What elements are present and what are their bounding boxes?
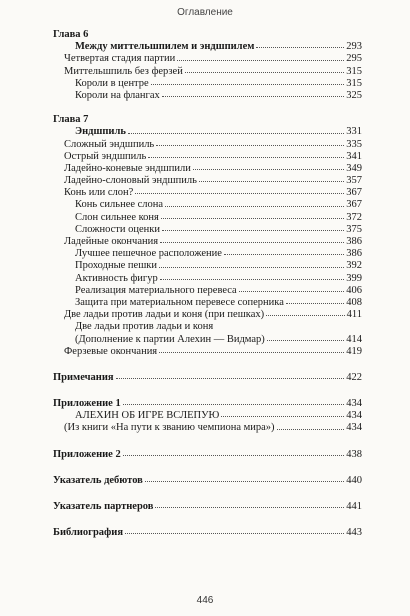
dot-leader [162,230,344,231]
dot-leader [123,455,345,456]
toc-entry-text: Активность фигур [75,272,158,284]
toc-entry[interactable] [53,126,362,138]
dot-leader [160,279,345,280]
dot-leader [148,157,344,158]
dot-leader [151,84,345,85]
table-of-contents [53,29,362,539]
toc-entry[interactable] [53,151,362,163]
dot-leader [199,181,344,182]
toc-entry-text: Проходные пешки [75,260,158,272]
toc-entry-text: Библиография [53,527,124,539]
toc-entry-text: Указатель дебютов [53,474,143,486]
toc-entry-page: 372 [346,211,362,223]
dot-leader [159,267,344,268]
toc-entry-page: 440 [346,474,362,486]
toc-entry-text: Эндшпиль [75,126,126,138]
dot-leader [256,47,344,48]
toc-entry-text: Две ладьи против ладьи и коня (при пешках) [64,309,265,321]
toc-entry-page: 325 [346,89,362,101]
toc-entry-text: Конь сильнее слона [75,199,164,211]
toc-entry[interactable] [53,297,362,309]
toc-entry-text-line2: (Дополнение к партии Алехин — Видмар) [75,333,265,345]
dot-leader [161,218,344,219]
toc-entry[interactable] [53,78,362,90]
toc-entry[interactable] [53,248,362,260]
toc-entry-page: 392 [346,260,362,272]
toc-entry-page: 367 [346,199,362,211]
toc-entry-page: 375 [346,223,362,235]
toc-entry[interactable] [53,175,362,187]
toc-entry-page: 386 [346,248,362,260]
dot-leader [123,404,345,405]
toc-entry-page: 414 [346,333,362,345]
toc-entry-text: АЛЕХИН ОБ ИГРЕ ВСЛЕПУЮ [75,410,220,422]
toc-entry-text: Ладейно-слоновый эндшпиль [64,175,197,187]
toc-entry-page: 434 [346,398,362,410]
toc-entry[interactable] [53,199,362,211]
toc-entry-page: 357 [346,175,362,187]
toc-entry-text: Примечания [53,371,114,383]
toc-entry-text: Слон сильнее коня [75,211,159,223]
toc-entry-page: 331 [346,126,362,138]
toc-entry-page: 341 [346,150,362,162]
running-header: Оглавление [177,7,233,18]
toc-entry-text: Ферзевые окончания [64,345,158,357]
chapter-6-title: Глава 6 [53,29,89,40]
toc-entry[interactable] [53,90,362,102]
toc-entry-text: Сложный эндшпиль [64,138,155,150]
toc-entry-partners-index[interactable] [53,501,362,513]
dot-leader [286,303,344,304]
dot-leader [266,315,344,316]
toc-entry[interactable] [53,53,362,65]
toc-entry-page: 335 [346,138,362,150]
toc-entry-text: Острый эндшпиль [64,150,147,162]
toc-entry-page: 315 [346,65,362,77]
toc-entry[interactable] [53,41,362,53]
toc-entry[interactable] [53,285,362,297]
toc-entry-page: 399 [346,272,362,284]
toc-entry[interactable] [53,273,362,285]
toc-entry-bibliography[interactable] [53,527,362,539]
dot-leader [277,429,345,430]
toc-entry-text: Между миттельшпилем и эндшпилем [75,41,255,53]
toc-entry[interactable] [53,260,362,272]
page-number: 446 [196,595,214,606]
dot-leader [162,96,344,97]
dot-leader [185,72,344,73]
toc-entry-appendix-2[interactable] [53,449,362,461]
dot-leader [224,254,344,255]
toc-entry-page: 406 [346,284,362,296]
dot-leader [128,133,344,134]
chapter-7-entries [53,126,362,321]
dot-leader [155,507,344,508]
toc-entry[interactable] [53,212,362,224]
toc-entry-page: 441 [346,501,362,512]
toc-entry-page: 419 [346,345,362,357]
toc-entry-text: Приложение 1 [53,398,121,410]
toc-entry-text: Миттельшпиль без ферзей [64,65,183,77]
toc-entry-page: 349 [346,162,362,174]
toc-entry-text: Ладейные окончания [64,236,159,247]
dot-leader [145,481,344,482]
toc-entry-two-line[interactable] [53,321,362,345]
toc-entry-text: Ладейно-коневые эндшпили [64,162,191,174]
toc-entry[interactable] [53,163,362,175]
dot-leader [193,169,344,170]
toc-entry-text: Сложности оценки [75,223,160,235]
dot-leader [159,352,344,353]
toc-entry-page: 434 [346,422,362,434]
toc-entry-text: Четвертая стадия партии [64,53,176,65]
toc-entry[interactable] [53,346,362,358]
toc-entry-text: (Из книги «На пути к званию чемпиона мира») [64,422,275,434]
toc-entry-text: Приложение 2 [53,448,121,460]
toc-entry-page: 295 [346,53,362,65]
toc-entry[interactable] [53,236,362,248]
dot-leader [135,193,344,194]
dot-leader [239,291,345,292]
dot-leader [267,340,344,341]
toc-entry-page: 411 [346,309,362,321]
toc-entry[interactable] [53,309,362,321]
toc-entry-page: 422 [346,371,362,383]
toc-entry-page: 443 [346,527,362,539]
toc-entry-text: Указатель партнеров [53,501,154,512]
toc-entry-appendix-1[interactable] [53,398,362,410]
dot-leader [160,242,344,243]
toc-entry-page: 408 [346,296,362,308]
toc-entry-text: Короли на флангах [75,89,160,101]
dot-leader [221,416,344,417]
toc-entry-text: Короли в центре [75,77,149,89]
toc-entry-text: Реализация материального перевеса [75,284,237,296]
toc-entry[interactable] [53,139,362,151]
dot-leader [165,206,344,207]
toc-entry[interactable] [53,66,362,78]
dot-leader [156,145,344,146]
toc-entry-page: 293 [346,41,362,53]
toc-entry[interactable] [53,422,362,434]
toc-entry[interactable] [53,224,362,236]
toc-entry-page: 386 [346,236,362,247]
chapter-6-entries [53,41,362,102]
dot-leader [116,378,345,379]
toc-entry-page: 434 [346,410,362,422]
dot-leader [177,60,344,61]
toc-entry-text-line1: Две ладьи против ладьи и коня [75,321,214,333]
toc-entry-page: 438 [346,448,362,460]
toc-entry-notes[interactable] [53,372,362,384]
toc-entry-text: Лучшее пешечное расположение [75,248,222,260]
toc-entry-text: Защита при материальном перевесе соперника [75,296,284,308]
chapter-7-title: Глава 7 [53,114,89,126]
toc-entry-page: 367 [346,187,362,199]
toc-entry[interactable] [53,187,362,199]
toc-entry[interactable] [53,410,362,422]
dot-leader [125,533,344,534]
toc-entry-openings-index[interactable] [53,475,362,487]
toc-entry-page: 315 [346,77,362,89]
toc-entry-text: Конь или слон? [64,187,134,199]
